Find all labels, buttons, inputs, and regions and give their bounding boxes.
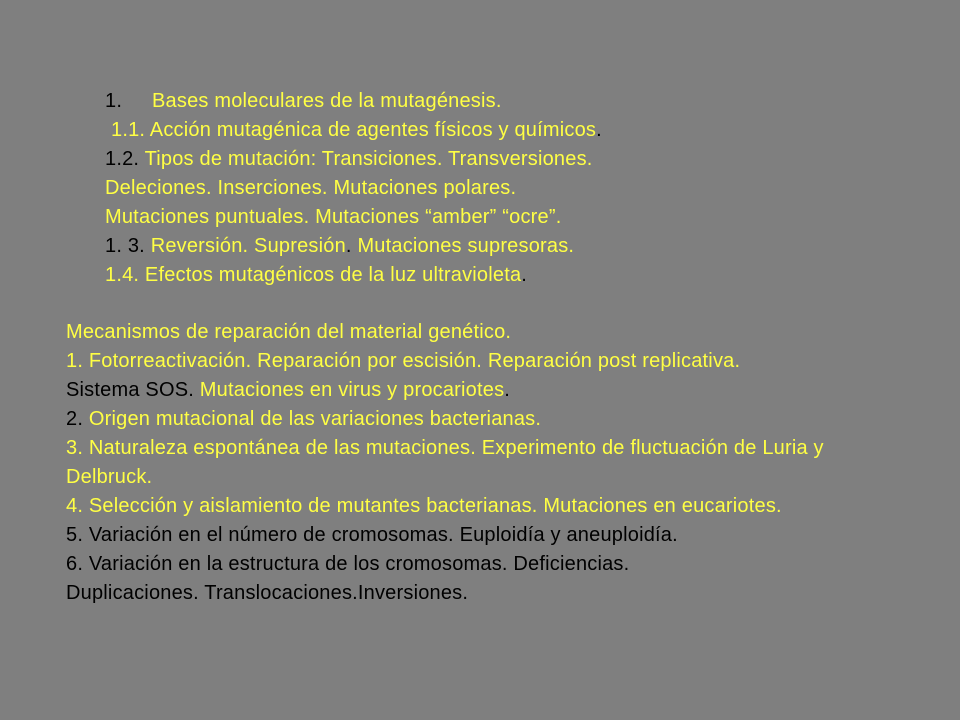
topic-line-puntuales (105, 203, 925, 232)
topic-line-sos (66, 376, 896, 405)
topic-line-repair-6: 6. Variación en la estructura de los cromosomas. Deficiencias. Duplicaciones. Translocaciones.Inversiones. (66, 553, 630, 604)
topic-line-1-3 (105, 232, 925, 261)
topic-text: Mutaciones supresoras. (357, 235, 575, 257)
topic-text: Tipos de mutación: Transiciones. Transversiones. (144, 148, 593, 170)
topic-text: Bases moleculares de la mutagénesis. (152, 90, 502, 112)
topic-end-dot: . (596, 119, 602, 141)
topic-text: Deleciones. Inserciones. Mutaciones polares. (105, 177, 517, 199)
topic-text: 1.4. Efectos mutagénicos de la luz ultravioleta (105, 264, 522, 286)
topic-text: Origen mutacional de las variaciones bacterianas. (88, 408, 542, 430)
repair-topics-block (66, 318, 896, 608)
topic-text: Sistema SOS. (66, 379, 194, 401)
topic-line-1-2 (105, 145, 925, 174)
topic-text: Mutaciones en virus y procariotes (199, 379, 505, 401)
topic-line-1 (105, 87, 925, 116)
topic-line-repair-3: 3. Naturaleza espontánea de las mutaciones. Experimento de fluctuación de Luria y Delbruck. (66, 437, 824, 488)
topic-dot: . (345, 235, 352, 257)
topic-text: Mutaciones puntuales. Mutaciones “amber” “ocre”. (105, 206, 562, 228)
topic-number: 1.2. (105, 148, 140, 170)
topic-line-1-4 (105, 261, 925, 290)
topic-line-deleciones (105, 174, 925, 203)
topic-end-dot: . (521, 264, 528, 286)
section-heading: Mecanismos de reparación del material genético. (66, 321, 512, 343)
topic-text: Reversión. Supresión (150, 235, 346, 257)
topic-number: 2. (66, 408, 84, 430)
topic-line-1-1 (105, 116, 925, 145)
topic-list-block (105, 87, 925, 290)
topic-line-repair-2 (66, 405, 896, 434)
topic-number: 1. (105, 90, 123, 112)
topic-line-repair-1: 1. Fotorreactivación. Reparación por escisión. Reparación post replicativa. (66, 350, 741, 372)
topic-number: 1. 3. (105, 235, 145, 257)
topic-text: 1.1. Acción mutagénica de agentes físicos y químicos (111, 119, 597, 141)
topic-end-dot: . (504, 379, 511, 401)
topic-line-repair-5: 5. Variación en el número de cromosomas. Euploidía y aneuploidía. (66, 524, 678, 546)
topic-line-repair-4: 4. Selección y aislamiento de mutantes bacterianas. Mutaciones en eucariotes. (66, 495, 782, 517)
